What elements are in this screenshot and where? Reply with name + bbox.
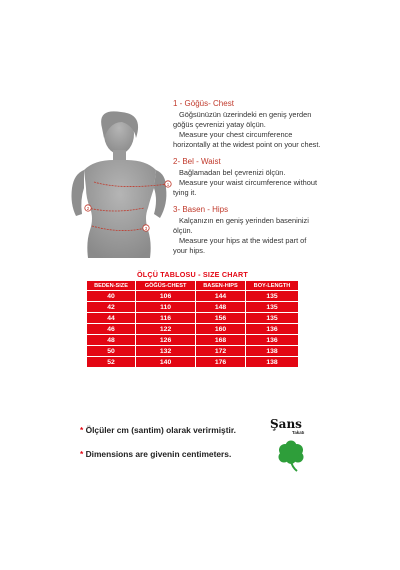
cell-length: 135	[245, 302, 298, 313]
cell-size: 40	[87, 291, 136, 302]
cell-hips: 156	[196, 313, 246, 324]
cell-length: 135	[245, 291, 298, 302]
hips-line-4: your hips.	[173, 246, 206, 255]
note-dimensions-text: Dimensions are givenin centimeters.	[85, 449, 232, 459]
note-star-2: *	[80, 449, 84, 459]
left-arm-shape	[72, 170, 85, 216]
logo-subtitle: Takatı	[292, 430, 305, 435]
chest-line-1: Göğsünüzün üzerindeki en geniş yerden	[179, 110, 312, 119]
table-row	[87, 335, 299, 346]
clover-icon	[274, 439, 308, 473]
cell-size: 52	[87, 357, 136, 368]
note-star-1: *	[80, 425, 84, 435]
cell-hips: 144	[196, 291, 246, 302]
chest-marker	[165, 181, 171, 187]
cell-hips: 160	[196, 324, 246, 335]
cell-size: 50	[87, 346, 136, 357]
chest-line-4: horizontally at the widest point on your chest.	[173, 140, 321, 149]
cell-size: 42	[87, 302, 136, 313]
cell-chest: 122	[136, 324, 196, 335]
header-hips: BASEN-HIPS	[196, 281, 246, 291]
silhouette-svg	[64, 108, 169, 258]
waist-marker-label: 2	[86, 206, 90, 211]
cell-hips: 148	[196, 302, 246, 313]
hips-line-1: Kalçanızın en geniş yerinden baseninizi	[179, 216, 309, 225]
table-row	[87, 357, 299, 368]
cell-length: 138	[245, 357, 298, 368]
cell-length: 136	[245, 335, 298, 346]
cell-size: 48	[87, 335, 136, 346]
right-arm-shape	[154, 170, 166, 218]
cell-length: 138	[245, 346, 298, 357]
hips-line-3: Measure your hips at the widest part of	[179, 236, 307, 245]
hips-marker-label: 3	[144, 226, 148, 231]
cell-chest: 126	[136, 335, 196, 346]
hips-section-title: 3- Basen - Hips	[173, 205, 229, 214]
hips-section	[173, 205, 393, 256]
header-chest: GÖĞÜS-CHEST	[136, 281, 196, 291]
size-chart-table	[86, 280, 299, 368]
note-cm	[80, 425, 236, 435]
size-chart-title: ÖLÇÜ TABLOSU - SIZE CHART	[136, 270, 249, 279]
cell-length: 136	[245, 324, 298, 335]
chest-marker-label: 1	[166, 182, 170, 187]
table-row	[87, 324, 299, 335]
logo-name: Şans	[270, 417, 302, 431]
hips-marker	[143, 225, 149, 231]
cell-chest: 132	[136, 346, 196, 357]
cell-chest: 106	[136, 291, 196, 302]
waist-line-3: tying it.	[173, 188, 197, 197]
cell-chest: 140	[136, 357, 196, 368]
cell-hips: 176	[196, 357, 246, 368]
hips-line-2: ölçün.	[173, 226, 193, 235]
header-length: BOY-LENGTH	[245, 281, 298, 291]
table-row	[87, 313, 299, 324]
chest-line-3: Measure your chest circumference	[179, 130, 293, 139]
note-dimensions	[80, 449, 236, 459]
cell-length: 135	[245, 313, 298, 324]
cell-hips: 172	[196, 346, 246, 357]
table-row	[87, 291, 299, 302]
waist-line-2: Measure your waist circumference without	[179, 178, 318, 187]
waist-line-1: Bağlamadan bel çevrenizi ölçün.	[179, 168, 286, 177]
table-row	[87, 302, 299, 313]
chest-section	[173, 99, 393, 150]
waist-marker	[85, 205, 91, 211]
cell-hips: 168	[196, 335, 246, 346]
cell-size: 44	[87, 313, 136, 324]
notes	[80, 425, 236, 473]
header-size: BEDEN-SIZE	[87, 281, 136, 291]
waist-section	[173, 157, 393, 198]
brand-logo	[270, 415, 320, 475]
cell-chest: 116	[136, 313, 196, 324]
cell-chest: 110	[136, 302, 196, 313]
measurement-instructions	[173, 99, 393, 263]
size-chart-header-row	[87, 281, 299, 291]
note-cm-text: Ölçüler cm (santim) olarak verirmiştir.	[85, 425, 236, 435]
body-silhouette-figure	[64, 108, 169, 258]
waist-section-title: 2- Bel - Waist	[173, 157, 221, 166]
table-row	[87, 346, 299, 357]
chest-line-2: göğüs çevrenizi yatay ölçün.	[173, 120, 266, 129]
chest-section-title: 1 - Göğüs- Chest	[173, 99, 234, 108]
cell-size: 46	[87, 324, 136, 335]
